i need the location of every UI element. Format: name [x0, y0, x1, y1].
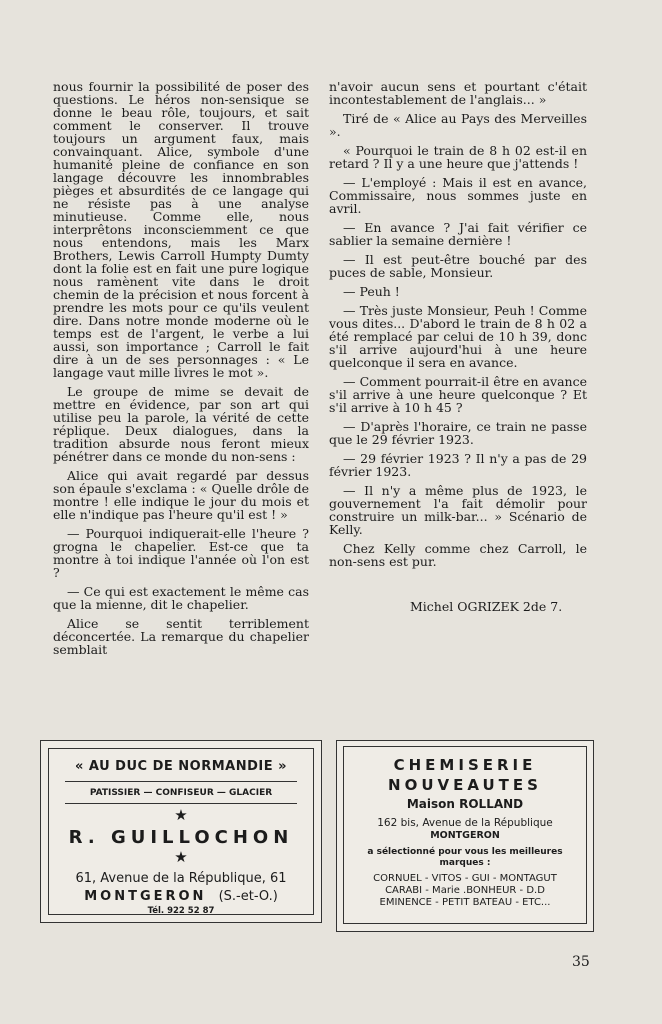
ad-brands-line-2: CARABI - Marie .BONHEUR - D.D: [385, 885, 545, 896]
ad-address: 61, Avenue de la République, 61: [75, 871, 287, 886]
ad-trades: PATISSIER — CONFISEUR — GLACIER: [89, 788, 273, 798]
article-paragraph: Tiré de « Alice au Pays des Merveilles ».: [329, 111, 587, 139]
article-paragraph: n'avoir aucun sens et pourtant c'était incontestablement de l'anglais... »: [329, 79, 587, 107]
article-paragraph: nous fournir la possibilité de poser des questions. Le héros non-sensique se donne le beau rôle, toujours, et sait comment le conserver. Il trouve toujours un argument faux, mais convainquant. Alice, symbole d'une humanité pleine de confiance en son langage découvre les innombrables pièges et absurdités de ce langage qui ne résiste pas à une analyse minutieuse. Comme elle, nous interprêtons inconsciemment ce que nous entendons, mais les Marx Brothers, Lewis Carroll Humpty Dumty dont la folie est en fait une pure logique nous ramènent vite dans le droit chemin de la précision et nous forcent à prendre les mots pour ce qu'ils veulent dire. Dans notre monde moderne où le temps est de l'argent, le verbe a lui aussi, son importance ; Carroll le fait dire à un de ses personnages : « Le langage vaut mille livres le mot ».: [53, 79, 309, 380]
article-paragraph: — D'après l'horaire, ce train ne passe que le 29 février 1923.: [329, 419, 587, 447]
ad-divider: [65, 781, 297, 782]
left-article-column: [53, 80, 309, 662]
author-signature: Michel OGRIZEK 2de 7.: [410, 599, 563, 614]
article-paragraph: — Ce qui est exactement le même cas que la mienne, dit le chapelier.: [53, 584, 309, 612]
ad-tagline-line-2: marques :: [439, 858, 491, 868]
article-paragraph: — L'employé : Mais il est en avance, Commissaire, nous sommes juste en avril.: [329, 175, 587, 216]
ad-owner-name: R. GUILLOCHON: [68, 827, 294, 848]
article-paragraph: — Très juste Monsieur, Peuh ! Comme vous dites... D'abord le train de 8 h 02 a été remplacé par celui de 10 h 39, donc s'il arrive aujourd'hui à une heure quelconque il sera en avance.: [329, 303, 587, 370]
article-paragraph: — Comment pourrait-il être en avance s'il arrive à une heure quelconque ? Et s'il arrive à 10 h 45 ?: [329, 374, 587, 415]
ad-divider: [65, 803, 297, 804]
article-paragraph: — Il est peut-être bouché par des puces de sable, Monsieur.: [329, 252, 587, 280]
star-icon: ★: [174, 806, 188, 824]
star-icon: ★: [174, 848, 188, 866]
ad-city: MONTGERON: [84, 889, 207, 904]
advertisement-chemiserie: [336, 740, 594, 932]
ad-title-line-1: CHEMISERIE: [393, 756, 537, 774]
ad-inner-border: [343, 746, 587, 924]
article-paragraph: Le groupe de mime se devait de mettre en évidence, par son art qui utilise peu la parole, la vérité de cette réplique. Deux dialogues, dans la tradition absurde nous feront mieux pénétrer dans ce monde du non-sens :: [53, 384, 309, 464]
ad-tagline-line-1: a sélectionné pour vous les meilleures: [367, 847, 563, 857]
article-paragraph: Alice se sentit terriblement déconcertée. La remarque du chapelier semblait: [53, 616, 309, 657]
article-paragraph: Chez Kelly comme chez Carroll, le non-sens est pur.: [329, 541, 587, 569]
article-paragraph: — Pourquoi indiquerait-elle l'heure ? grogna le chapelier. Est-ce que ta montre à toi indique l'année où l'on est ?: [53, 526, 309, 580]
advertisement-patisserie: [40, 740, 322, 923]
article-paragraph: — En avance ? J'ai fait vérifier ce sablier la semaine dernière !: [329, 220, 587, 248]
ad-title-line-2: NOUVEAUTES: [388, 776, 542, 794]
ad-shop-name: « AU DUC DE NORMANDIE »: [74, 759, 288, 774]
article-paragraph: « Pourquoi le train de 8 h 02 est-il en retard ? Il y a une heure que j'attends !: [329, 143, 587, 171]
ad-phone: Tél. 922 52 87: [147, 906, 215, 916]
ad-city: MONTGERON: [430, 830, 500, 841]
ad-region: (S.-et-O.): [218, 889, 278, 904]
right-article-column: [329, 80, 587, 574]
ad-inner-border: [48, 748, 314, 915]
ad-address: 162 bis, Avenue de la République: [377, 817, 553, 829]
ad-brands-line-3: EMINENCE - PETIT BATEAU - ETC...: [379, 897, 551, 908]
article-paragraph: — Peuh !: [343, 284, 400, 299]
page-number: 35: [572, 954, 590, 970]
ad-brands-line-1: CORNUEL - VITOS - GUI - MONTAGUT: [373, 873, 557, 884]
ad-house-name: Maison ROLLAND: [406, 797, 524, 811]
article-paragraph: — Il n'y a même plus de 1923, le gouvernement l'a fait démolir pour construire un milk-bar... » Scénario de Kelly.: [329, 483, 587, 537]
article-paragraph: — 29 février 1923 ? Il n'y a pas de 29 février 1923.: [329, 451, 587, 479]
article-paragraph: Alice qui avait regardé par dessus son épaule s'exclama : « Quelle drôle de montre ! elle indique le jour du mois et elle n'indique pas l'heure qu'il est ! »: [53, 468, 309, 522]
